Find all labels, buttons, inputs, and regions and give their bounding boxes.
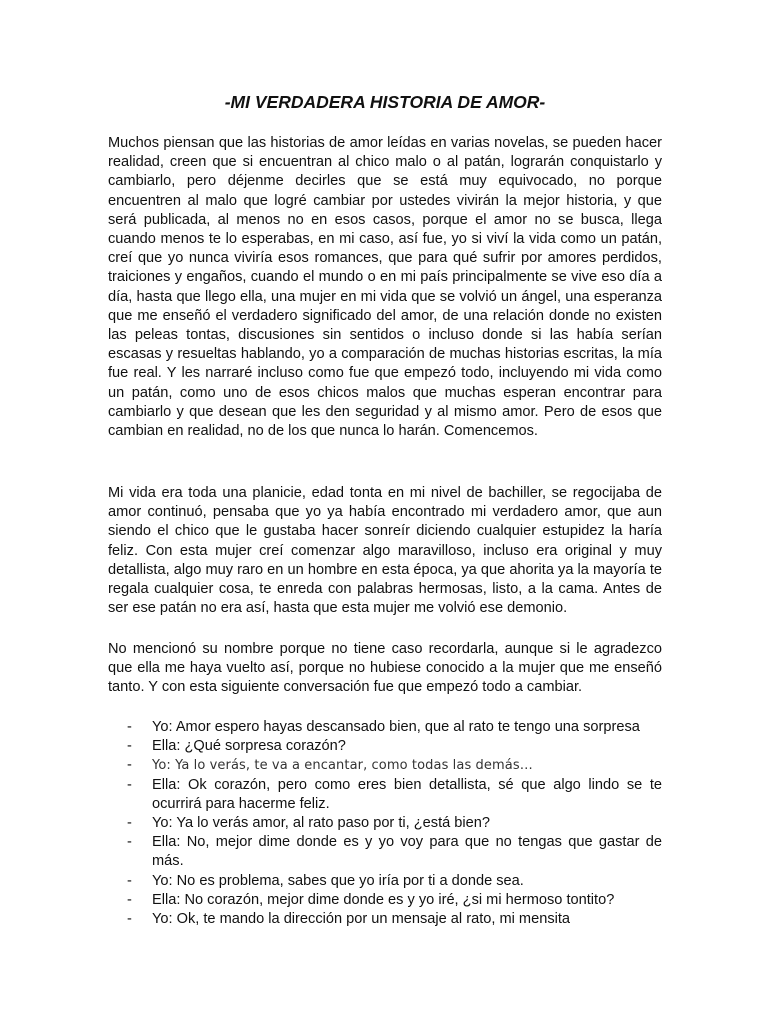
list-dash: - bbox=[127, 776, 132, 793]
dialogue-line: - Ella: ¿Qué sorpresa corazón? bbox=[108, 737, 662, 756]
dialogue-line: - Yo: Ya lo verás amor, al rato paso por ti, ¿está bien? bbox=[108, 814, 662, 833]
list-dash: - bbox=[127, 719, 132, 735]
dialogue-line: - Yo: Amor espero hayas descansado bien, que al rato te tengo una sorpresa bbox=[108, 718, 662, 737]
list-dash: - bbox=[127, 891, 132, 908]
paragraph-bachiller: Mi vida era toda una planicie, edad tonta en mi nivel de bachiller, se regocijaba de amor continuó, pensaba que yo ya había encontrado mi verdadero amor, que aun siendo el chico que le gustaba hacer sonreír diciendo cualquier estupidez la haría feliz. Con esta mujer creí comenzar algo maravilloso, incluso era original y muy detallista, algo muy raro en un hombre en esta época, ya que ahorita ya la mayoría te regala cualquier cosa, te enreda con palabras hermosas, listo, a la cama. Antes de ser ese patán no era así, hasta que esta mujer me volvió ese demonio. bbox=[108, 485, 662, 617]
dialogue-line: - Ella: No corazón, mejor dime donde es y yo iré, ¿si mi hermoso tontito? bbox=[108, 891, 662, 910]
dialogue-line: - Yo: Ok, te mando la dirección por un mensaje al rato, mi mensita bbox=[108, 910, 662, 929]
list-dash: - bbox=[127, 872, 132, 889]
list-dash: - bbox=[127, 757, 132, 774]
document-title: -MI VERDADERA HISTORIA DE AMOR- bbox=[224, 92, 546, 112]
list-dash: - bbox=[127, 834, 132, 851]
list-dash: - bbox=[127, 911, 132, 928]
paragraph-intro: Muchos piensan que las historias de amor leídas en varias novelas, se pueden hacer realidad, creen que si encuentran al chico malo o al patán, lograrán conquistarlo y cambiarlo, pero déjenme decirles que se está muy equivocado, no porque encuentren al malo que logré cambiar por ustedes vivirán la mejor historia, y que será publicada, al menos no en esos casos, porque el amor no se busca, llega cuando menos te lo esperabas, en mi caso, así fue, yo si viví la vida como un patán, creí que yo nunca viviría esos romances, que para qué sufrir por amores perdidos, traiciones y engaños, cuando el mundo o en mi país principalmente se vive eso día a día, hasta que llego ella, una mujer en mi vida que se volvió un ángel, una esperanza que me enseñó el verdadero significado del amor, de una relación donde no existen las peleas tontas, discusiones sin sentidos o incluso donde si las había serían escasas y resueltas hablando, yo a comparación de muchas historias escritas, la mía fue real. Y les narraré incluso como fue que empezó todo, incluyendo mi vida como un patán, como uno de esos chicos malos que muchas esperan encontrar para cambiarlo y que desean que les den seguridad y al mismo amor. Pero de esos que cambian en realidad, no de los que nunca lo harán. Comencemos. bbox=[108, 135, 662, 440]
dialogue-line: - Ella: Ok corazón, pero como eres bien detallista, sé que algo lindo se te ocurrirá para hacerme feliz. bbox=[127, 776, 662, 812]
dialogue-line: - Yo: Ya lo verás, te va a encantar, como todas las demás… bbox=[108, 756, 662, 775]
dialogue-list bbox=[108, 718, 662, 929]
paragraph-conversation-intro: No mencionó su nombre porque no tiene caso recordarla, aunque si le agradezco que ella me haya vuelto así, porque no hubiese conocido a la mujer que me enseñó tanto. Y con esta siguiente conversación fue que empezó todo a cambiar. bbox=[108, 641, 662, 696]
list-dash: - bbox=[127, 738, 132, 755]
dialogue-line: - Yo: No es problema, sabes que yo iría por ti a donde sea. bbox=[108, 872, 662, 891]
list-dash: - bbox=[127, 815, 132, 832]
dialogue-line: - Ella: No, mejor dime donde es y yo voy para que no tengas que gastar de más. bbox=[127, 834, 662, 870]
